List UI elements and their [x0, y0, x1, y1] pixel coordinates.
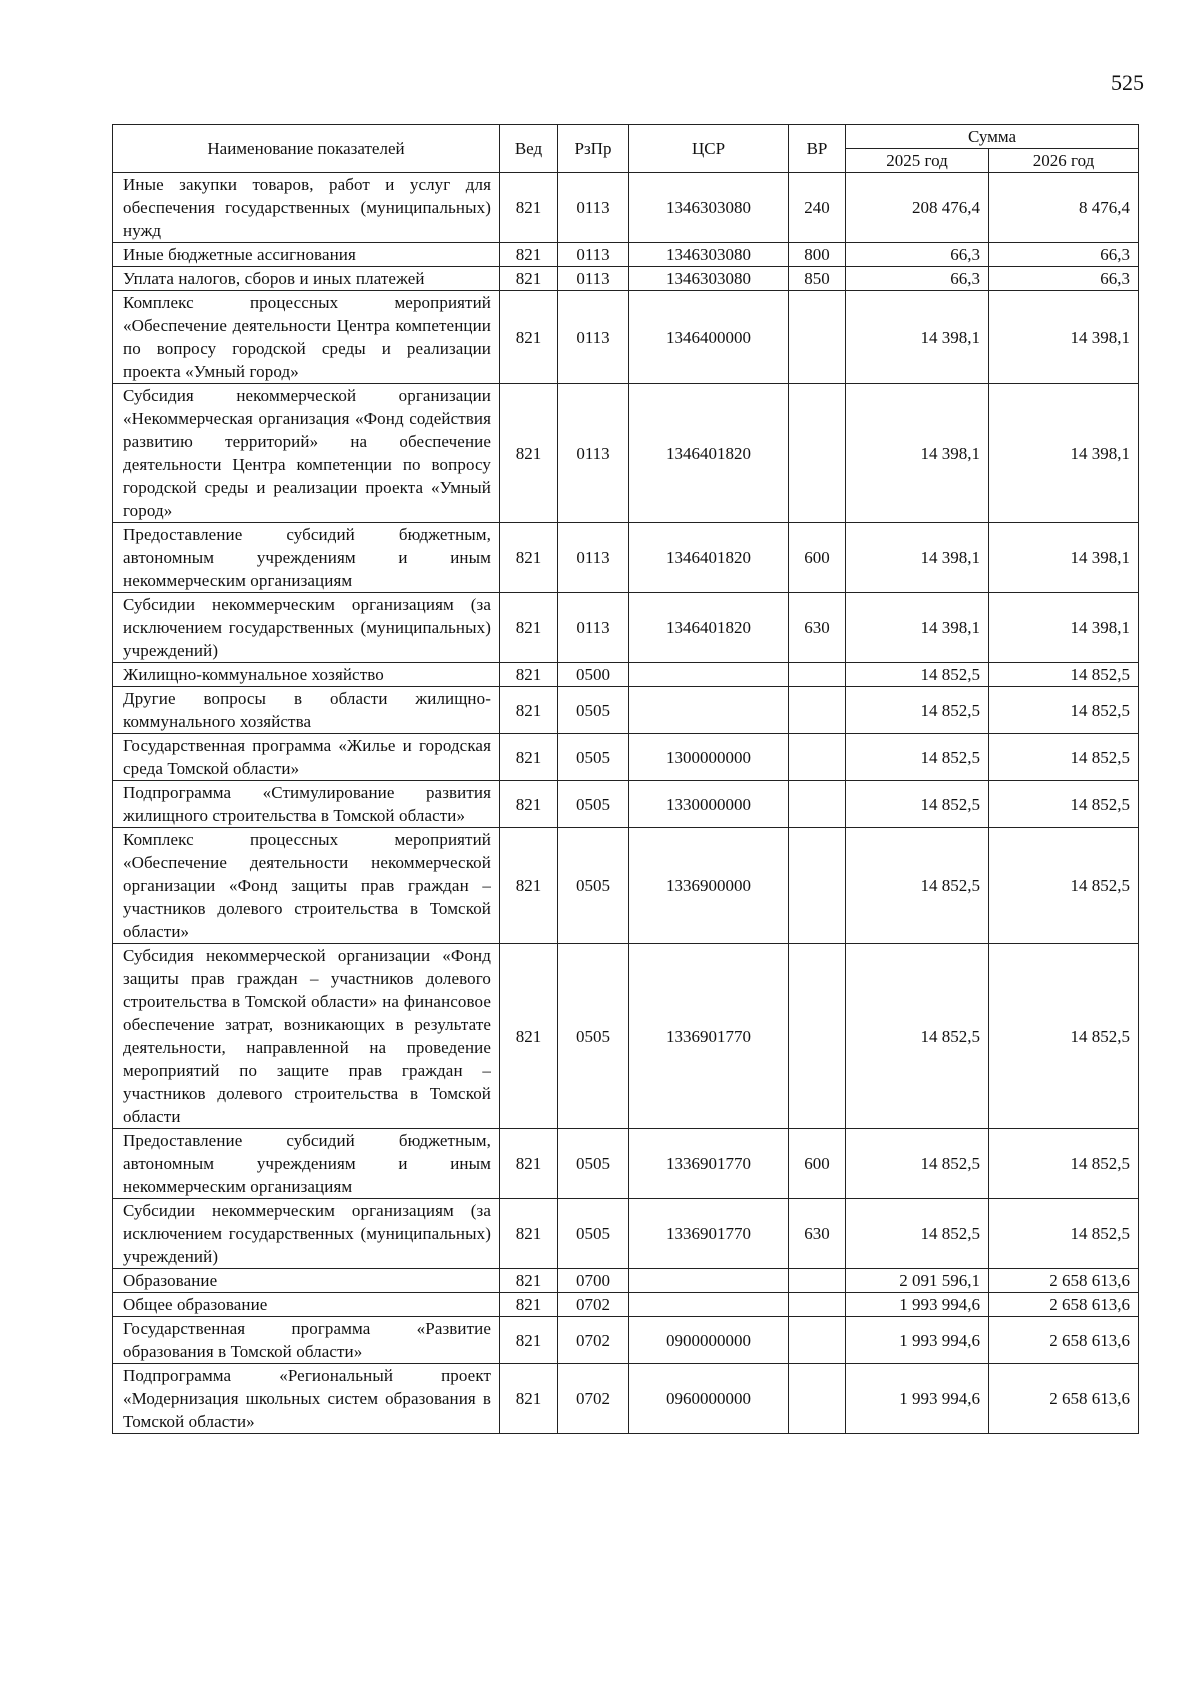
row-name: Иные закупки товаров, работ и услуг для обеспечения государственных (муниципальных) нужд — [113, 173, 500, 243]
row-sum-2025: 1 993 994,6 — [846, 1317, 989, 1364]
row-vr: 600 — [789, 523, 846, 593]
row-rzpr: 0505 — [558, 687, 629, 734]
row-ved: 821 — [500, 1199, 558, 1269]
row-csr — [629, 687, 789, 734]
row-rzpr: 0113 — [558, 593, 629, 663]
header-name: Наименование показателей — [113, 125, 500, 173]
row-name: Субсидии некоммерческим организациям (за исключением государственных (муниципальных) учреждений) — [113, 593, 500, 663]
row-csr: 1336901770 — [629, 1129, 789, 1199]
row-sum-2026: 14 852,5 — [989, 734, 1139, 781]
row-name: Государственная программа «Развитие образования в Томской области» — [113, 1317, 500, 1364]
row-name: Подпрограмма «Региональный проект «Модернизация школьных систем образования в Томской области» — [113, 1364, 500, 1434]
row-vr: 600 — [789, 1129, 846, 1199]
table-row — [113, 593, 1139, 663]
row-csr — [629, 1293, 789, 1317]
row-rzpr: 0505 — [558, 1199, 629, 1269]
row-name: Предоставление субсидий бюджетным, автономным учреждениям и иным некоммерческим организациям — [113, 1129, 500, 1199]
row-csr: 1346303080 — [629, 173, 789, 243]
row-csr: 1330000000 — [629, 781, 789, 828]
row-rzpr: 0113 — [558, 243, 629, 267]
row-ved: 821 — [500, 687, 558, 734]
row-vr — [789, 828, 846, 944]
row-sum-2025: 208 476,4 — [846, 173, 989, 243]
header-rzpr: РзПр — [558, 125, 629, 173]
row-sum-2026: 14 398,1 — [989, 291, 1139, 384]
row-ved: 821 — [500, 663, 558, 687]
row-vr: 630 — [789, 593, 846, 663]
row-ved: 821 — [500, 593, 558, 663]
row-name: Жилищно-коммунальное хозяйство — [113, 663, 500, 687]
row-sum-2025: 14 852,5 — [846, 663, 989, 687]
row-name: Комплекс процессных мероприятий «Обеспечение деятельности Центра компетенции по вопросу городской среды и реализации проекта «Умный город» — [113, 291, 500, 384]
row-ved: 821 — [500, 944, 558, 1129]
header-ved: Вед — [500, 125, 558, 173]
row-sum-2026: 14 852,5 — [989, 1199, 1139, 1269]
row-ved: 821 — [500, 243, 558, 267]
row-sum-2025: 14 852,5 — [846, 1129, 989, 1199]
row-sum-2026: 2 658 613,6 — [989, 1293, 1139, 1317]
table-body — [113, 173, 1139, 1434]
table-row — [113, 687, 1139, 734]
table-row — [113, 291, 1139, 384]
row-csr: 1346401820 — [629, 593, 789, 663]
row-sum-2025: 14 398,1 — [846, 593, 989, 663]
row-sum-2026: 66,3 — [989, 267, 1139, 291]
row-sum-2025: 14 398,1 — [846, 523, 989, 593]
row-csr — [629, 663, 789, 687]
table-row — [113, 1364, 1139, 1434]
row-name: Уплата налогов, сборов и иных платежей — [113, 267, 500, 291]
header-2026: 2026 год — [989, 149, 1139, 173]
row-sum-2025: 14 852,5 — [846, 781, 989, 828]
row-rzpr: 0113 — [558, 267, 629, 291]
row-vr: 850 — [789, 267, 846, 291]
row-sum-2026: 66,3 — [989, 243, 1139, 267]
row-rzpr: 0505 — [558, 828, 629, 944]
row-rzpr: 0702 — [558, 1317, 629, 1364]
row-csr — [629, 1269, 789, 1293]
page-number: 525 — [1111, 70, 1144, 95]
row-csr: 1346400000 — [629, 291, 789, 384]
row-sum-2025: 66,3 — [846, 243, 989, 267]
row-rzpr: 0500 — [558, 663, 629, 687]
row-rzpr: 0505 — [558, 734, 629, 781]
row-sum-2026: 14 852,5 — [989, 944, 1139, 1129]
row-name: Образование — [113, 1269, 500, 1293]
row-rzpr: 0505 — [558, 944, 629, 1129]
table-row — [113, 1317, 1139, 1364]
row-sum-2026: 14 852,5 — [989, 1129, 1139, 1199]
row-ved: 821 — [500, 1364, 558, 1434]
row-rzpr: 0113 — [558, 173, 629, 243]
row-vr — [789, 1364, 846, 1434]
table-row — [113, 1199, 1139, 1269]
row-csr: 1300000000 — [629, 734, 789, 781]
row-vr — [789, 734, 846, 781]
row-sum-2026: 14 852,5 — [989, 687, 1139, 734]
header-vr: ВР — [789, 125, 846, 173]
row-csr: 1346401820 — [629, 384, 789, 523]
row-csr: 1346303080 — [629, 243, 789, 267]
row-vr — [789, 781, 846, 828]
row-ved: 821 — [500, 1269, 558, 1293]
row-sum-2025: 14 398,1 — [846, 384, 989, 523]
row-name: Государственная программа «Жилье и городская среда Томской области» — [113, 734, 500, 781]
row-rzpr: 0702 — [558, 1364, 629, 1434]
row-ved: 821 — [500, 173, 558, 243]
table-row — [113, 781, 1139, 828]
row-vr — [789, 1317, 846, 1364]
row-vr — [789, 663, 846, 687]
table-row — [113, 663, 1139, 687]
row-ved: 821 — [500, 828, 558, 944]
row-vr: 240 — [789, 173, 846, 243]
row-rzpr: 0505 — [558, 781, 629, 828]
table-row — [113, 734, 1139, 781]
budget-table — [112, 124, 1139, 1434]
row-sum-2025: 14 398,1 — [846, 291, 989, 384]
row-ved: 821 — [500, 523, 558, 593]
row-sum-2025: 2 091 596,1 — [846, 1269, 989, 1293]
row-ved: 821 — [500, 1293, 558, 1317]
row-rzpr: 0113 — [558, 384, 629, 523]
row-rzpr: 0113 — [558, 523, 629, 593]
table-row — [113, 944, 1139, 1129]
row-name: Субсидии некоммерческим организациям (за исключением государственных (муниципальных) учреждений) — [113, 1199, 500, 1269]
row-ved: 821 — [500, 1317, 558, 1364]
row-name: Субсидия некоммерческой организации «Фонд защиты прав граждан – участников долевого строительства в Томской области» на финансовое обеспечение затрат, возникающих в результате деятельности, направленной на проведение мероприятий по защите прав граждан – участников долевого строительства в Томской области — [113, 944, 500, 1129]
row-sum-2026: 14 398,1 — [989, 384, 1139, 523]
row-vr — [789, 291, 846, 384]
row-csr: 0960000000 — [629, 1364, 789, 1434]
row-rzpr: 0700 — [558, 1269, 629, 1293]
row-sum-2026: 2 658 613,6 — [989, 1269, 1139, 1293]
row-sum-2025: 1 993 994,6 — [846, 1293, 989, 1317]
header-csr: ЦСР — [629, 125, 789, 173]
row-vr: 800 — [789, 243, 846, 267]
row-sum-2026: 14 852,5 — [989, 828, 1139, 944]
row-rzpr: 0702 — [558, 1293, 629, 1317]
row-name: Общее образование — [113, 1293, 500, 1317]
row-rzpr: 0505 — [558, 1129, 629, 1199]
row-sum-2025: 66,3 — [846, 267, 989, 291]
row-csr: 1346303080 — [629, 267, 789, 291]
row-sum-2025: 14 852,5 — [846, 687, 989, 734]
table-row — [113, 523, 1139, 593]
row-sum-2026: 14 852,5 — [989, 663, 1139, 687]
row-vr: 630 — [789, 1199, 846, 1269]
header-sum: Сумма — [846, 125, 1139, 149]
row-sum-2026: 2 658 613,6 — [989, 1317, 1139, 1364]
table-row — [113, 1293, 1139, 1317]
table-row — [113, 1269, 1139, 1293]
row-sum-2026: 8 476,4 — [989, 173, 1139, 243]
row-sum-2025: 1 993 994,6 — [846, 1364, 989, 1434]
row-sum-2026: 14 398,1 — [989, 523, 1139, 593]
table-row — [113, 828, 1139, 944]
row-sum-2025: 14 852,5 — [846, 828, 989, 944]
row-rzpr: 0113 — [558, 291, 629, 384]
row-name: Подпрограмма «Стимулирование развития жилищного строительства в Томской области» — [113, 781, 500, 828]
row-name: Комплекс процессных мероприятий «Обеспечение деятельности некоммерческой организации «Фонд защиты прав граждан – участников долевого строительства в Томской области» — [113, 828, 500, 944]
header-row-1 — [113, 125, 1139, 149]
row-csr: 1346401820 — [629, 523, 789, 593]
table-row — [113, 243, 1139, 267]
row-csr: 1336901770 — [629, 944, 789, 1129]
row-ved: 821 — [500, 291, 558, 384]
row-sum-2025: 14 852,5 — [846, 734, 989, 781]
row-csr: 0900000000 — [629, 1317, 789, 1364]
table-row — [113, 173, 1139, 243]
row-sum-2026: 14 398,1 — [989, 593, 1139, 663]
row-vr — [789, 944, 846, 1129]
table-row — [113, 1129, 1139, 1199]
row-ved: 821 — [500, 781, 558, 828]
row-sum-2026: 14 852,5 — [989, 781, 1139, 828]
row-csr: 1336901770 — [629, 1199, 789, 1269]
row-name: Субсидия некоммерческой организации «Некоммерческая организация «Фонд содействия развитию территорий» на обеспечение деятельности Центра компетенции по вопросу городской среды и реализации проекта «Умный город» — [113, 384, 500, 523]
table-row — [113, 267, 1139, 291]
row-ved: 821 — [500, 384, 558, 523]
row-vr — [789, 1269, 846, 1293]
row-ved: 821 — [500, 1129, 558, 1199]
row-sum-2026: 2 658 613,6 — [989, 1364, 1139, 1434]
row-sum-2025: 14 852,5 — [846, 1199, 989, 1269]
row-ved: 821 — [500, 267, 558, 291]
row-csr: 1336900000 — [629, 828, 789, 944]
row-ved: 821 — [500, 734, 558, 781]
row-name: Иные бюджетные ассигнования — [113, 243, 500, 267]
row-name: Другие вопросы в области жилищно-коммунального хозяйства — [113, 687, 500, 734]
header-2025: 2025 год — [846, 149, 989, 173]
row-vr — [789, 687, 846, 734]
row-vr — [789, 384, 846, 523]
row-sum-2025: 14 852,5 — [846, 944, 989, 1129]
row-vr — [789, 1293, 846, 1317]
row-name: Предоставление субсидий бюджетным, автономным учреждениям и иным некоммерческим организациям — [113, 523, 500, 593]
table-row — [113, 384, 1139, 523]
